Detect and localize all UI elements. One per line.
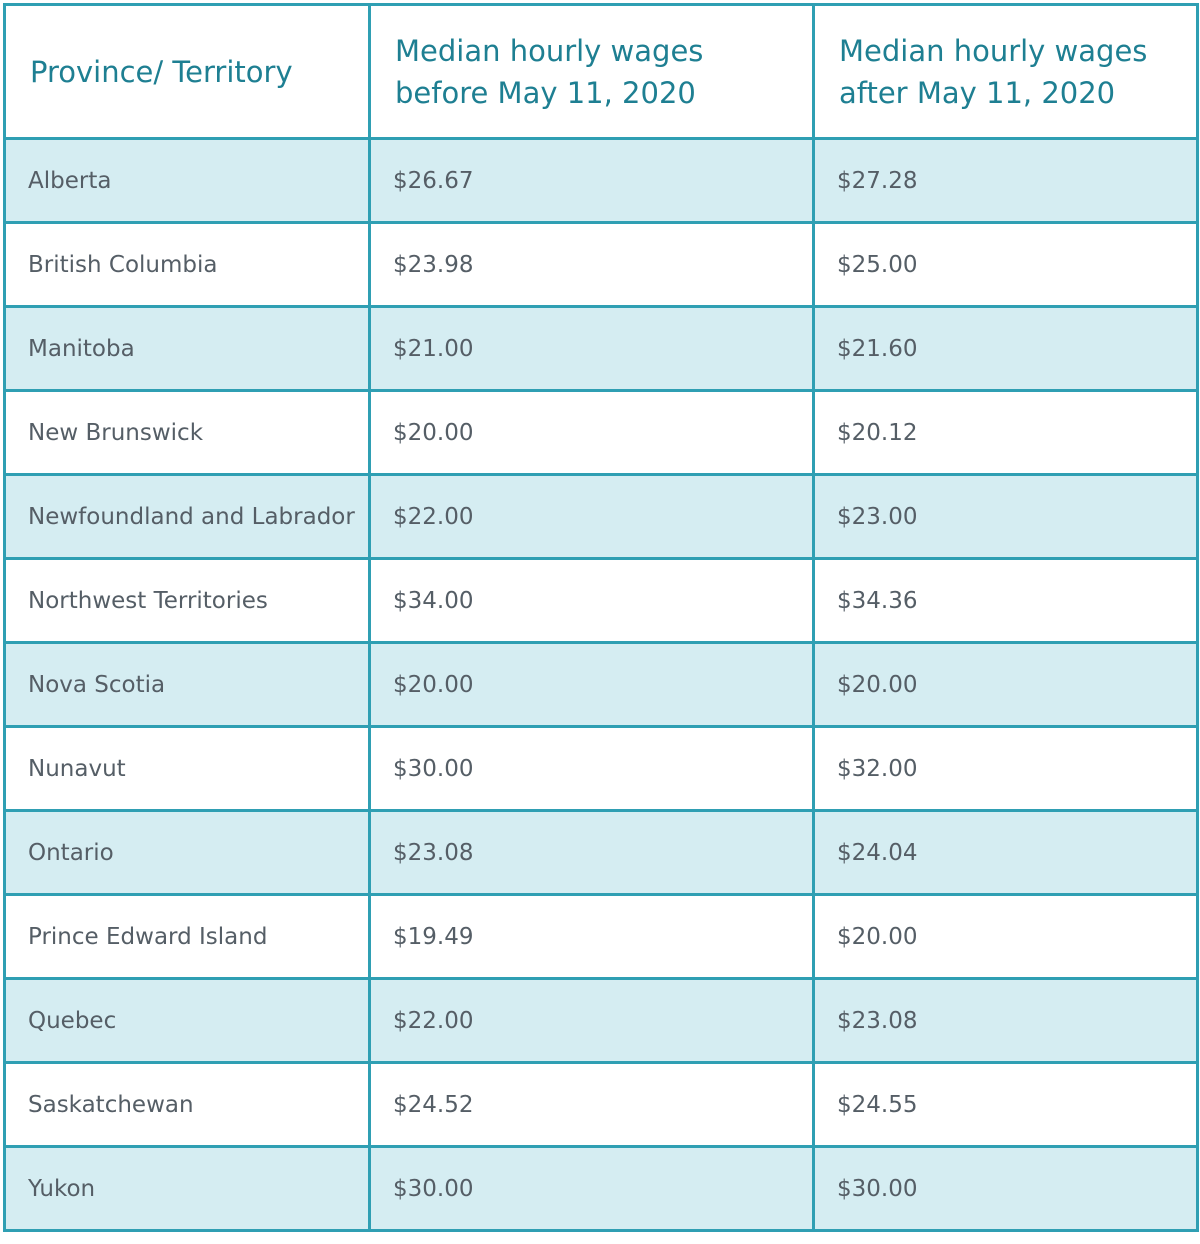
header-wages-before <box>370 5 814 139</box>
cell-province: Yukon <box>5 1147 370 1231</box>
table-row <box>5 139 1198 223</box>
table-row <box>5 559 1198 643</box>
table-row <box>5 307 1198 391</box>
header-line: before May 11, 2020 <box>395 75 696 110</box>
header-line: after May 11, 2020 <box>839 75 1116 110</box>
cell-wage-before: $22.00 <box>370 979 814 1063</box>
cell-wage-after: $23.00 <box>814 475 1198 559</box>
table-row <box>5 391 1198 475</box>
cell-wage-after: $32.00 <box>814 727 1198 811</box>
cell-wage-after: $20.00 <box>814 895 1198 979</box>
cell-province: Quebec <box>5 979 370 1063</box>
header-line: Median hourly wages <box>839 33 1148 68</box>
cell-province: Nunavut <box>5 727 370 811</box>
wage-table <box>3 3 1199 1232</box>
cell-wage-before: $21.00 <box>370 307 814 391</box>
cell-wage-after: $20.12 <box>814 391 1198 475</box>
cell-province: Newfoundland and Labrador <box>5 475 370 559</box>
cell-wage-before: $34.00 <box>370 559 814 643</box>
cell-wage-after: $27.28 <box>814 139 1198 223</box>
header-wages-after <box>814 5 1198 139</box>
cell-province: Northwest Territories <box>5 559 370 643</box>
cell-wage-after: $24.04 <box>814 811 1198 895</box>
cell-wage-before: $19.49 <box>370 895 814 979</box>
cell-wage-after: $20.00 <box>814 643 1198 727</box>
cell-province: Nova Scotia <box>5 643 370 727</box>
cell-province: Alberta <box>5 139 370 223</box>
table-row <box>5 223 1198 307</box>
cell-wage-after: $24.55 <box>814 1063 1198 1147</box>
header-row <box>5 5 1198 139</box>
table-row <box>5 1147 1198 1231</box>
header-province-territory <box>5 5 370 139</box>
cell-wage-before: $23.98 <box>370 223 814 307</box>
cell-province: Saskatchewan <box>5 1063 370 1147</box>
cell-wage-before: $23.08 <box>370 811 814 895</box>
cell-wage-before: $26.67 <box>370 139 814 223</box>
cell-wage-before: $24.52 <box>370 1063 814 1147</box>
table-header <box>5 5 1198 139</box>
cell-wage-after: $21.60 <box>814 307 1198 391</box>
cell-wage-after: $23.08 <box>814 979 1198 1063</box>
table-row <box>5 727 1198 811</box>
table-row <box>5 895 1198 979</box>
table-row <box>5 643 1198 727</box>
cell-wage-before: $30.00 <box>370 727 814 811</box>
cell-wage-before: $22.00 <box>370 475 814 559</box>
table-row <box>5 811 1198 895</box>
header-line: Province/ Territory <box>30 54 293 89</box>
table-row <box>5 475 1198 559</box>
header-line: Median hourly wages <box>395 33 704 68</box>
cell-wage-after: $30.00 <box>814 1147 1198 1231</box>
cell-wage-before: $20.00 <box>370 643 814 727</box>
table-row <box>5 1063 1198 1147</box>
table-row <box>5 979 1198 1063</box>
cell-province: British Columbia <box>5 223 370 307</box>
cell-wage-after: $34.36 <box>814 559 1198 643</box>
cell-province: Manitoba <box>5 307 370 391</box>
cell-province: New Brunswick <box>5 391 370 475</box>
cell-province: Prince Edward Island <box>5 895 370 979</box>
cell-wage-before: $30.00 <box>370 1147 814 1231</box>
table-body <box>5 139 1198 1231</box>
cell-wage-after: $25.00 <box>814 223 1198 307</box>
cell-wage-before: $20.00 <box>370 391 814 475</box>
cell-province: Ontario <box>5 811 370 895</box>
